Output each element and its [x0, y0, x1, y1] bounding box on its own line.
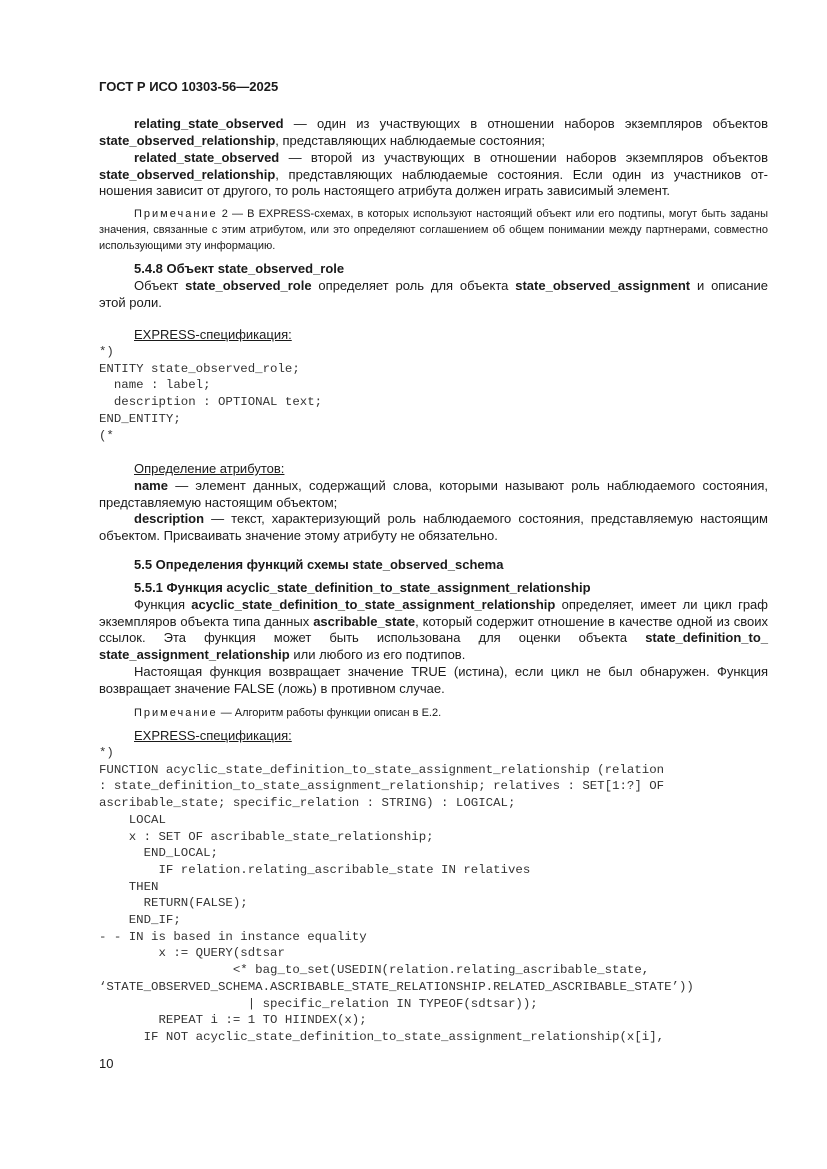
p4-run-1: — элемент данных, содержащий слова, которыми называют роль наблюдаемого состояния, представляемую настоящим объектом; — [99, 478, 768, 510]
p1-run-1: — один из участвующих в отношении наборов экземпляров объектов — [283, 116, 768, 131]
p6-run-6: или любого из его подтипов. — [289, 647, 466, 663]
code-block-function: *) FUNCTION acyclic_state_definition_to_state_assignment_relationship (relation : state_definition_to_state_assignment_relationship; relatives : SET[1:?] OF ascribable_state; specific_relation : STRING) : LOGICAL; LOCAL x : SET OF ascribable_state_relationship; END_LOCAL; IF relation.relating_ascribable_state IN relatives THEN RETURN(FALSE); END_IF; - - IN is based in instance equality x := QUERY(sdtsar <* bag_to_set(USEDIN(relation.relating_ascribable_state, ‘STATE_OBSERVED_SCHEMA.ASCRIBABLE_STATE_RELATIONSHIP.RELATED_ASCRIBABLE_STATE’)) | specific_relation IN TYPEOF(sdtsar)); REPEAT i := 1 TO HIINDEX(x); IF NOT acyclic_state_definition_to_state_assignment_relationship(x[i], — [99, 746, 694, 1044]
note-1-label: Примечание — [134, 208, 218, 220]
p6-run-1: acyclic_state_definition_to_state_assignment_relationship — [191, 597, 556, 612]
paragraph-relating-state-observed — [99, 116, 768, 149]
p2-run-3: , представляющих наблюдаемые состояния. Если один из участников отношения зависит от другого, то роль настоящего атрибута должен играть зависимый элемент. — [99, 166, 768, 199]
p2-run-1: — второй из участвующих в отношении наборов экземпляров объектов — [279, 150, 768, 165]
p6-run-0: Функция — [134, 597, 192, 612]
paragraph-function-return — [99, 664, 768, 697]
p6-run-5: state_definition_to_ state_assignment_relationship — [99, 630, 768, 663]
p3-run-0: Объект — [134, 278, 186, 293]
section-5-5-1-title: 5.5.1 Функция acyclic_state_definition_to_state_assignment_relationship — [134, 580, 591, 595]
p6-run-4: , который содержит отношение в качестве одной из своих ссылок. Эта функция может быть использована для оценки объекта — [99, 613, 768, 646]
p2-run-0: related_state_observed — [134, 150, 280, 165]
paragraph-name-attribute — [99, 478, 768, 511]
p1-run-0: relating_state_observed — [134, 116, 284, 131]
p3-run-2: определяет роль для объекта — [311, 278, 516, 293]
paragraph-function-description — [99, 597, 768, 664]
paragraph-description-attribute — [99, 511, 768, 544]
section-5-4-8-title: 5.4.8 Объект state_observed_role — [134, 261, 345, 276]
section-5-5-title: 5.5 Определения функций схемы state_observed_schema — [134, 557, 504, 572]
p1-run-3: , представляющих наблюдаемые состояния; — [275, 132, 545, 148]
p3-run-3: state_observed_assignment — [515, 278, 691, 293]
note-2 — [99, 705, 768, 721]
express-spec-label-1: EXPRESS-спецификация: — [134, 327, 292, 342]
document-header: ГОСТ Р ИСО 10303-56—2025 — [99, 79, 279, 94]
paragraph-state-observed-role — [99, 278, 768, 311]
note-1 — [99, 206, 768, 254]
p5-run-1: — текст, характеризующий роль наблюдаемого состояния, представляемую настоящим объектом. Присваивать значение этому атрибуту не обязательно. — [99, 511, 768, 543]
p7-run-0: Настоящая функция возвращает значение TRUE (истина), если цикл не был обнаружен. Функция возвращает значение FALSE (ложь) в противном случае. — [99, 664, 768, 696]
note-1-text: 2 — В EXPRESS-схемах, в которых используют настоящий объект или его подтипы, могут быть заданы значения, связанные с этим атрибутом, или это определяют соглашением об общем понимании между партнерами, совместно использующими эту информацию. — [99, 208, 768, 252]
note-2-label: Примечание — [134, 707, 218, 719]
page-number: 10 — [99, 1056, 114, 1071]
p4-run-0: name — [134, 478, 168, 493]
express-spec-label-2: EXPRESS-спецификация: — [134, 728, 292, 743]
p3-run-4: и описание этой роли. — [99, 278, 768, 310]
code-block-entity: *) ENTITY state_observed_role; name : label; description : OPTIONAL text; END_ENTITY; (* — [99, 345, 323, 443]
paragraph-related-state-observed — [99, 150, 768, 200]
p6-run-2: определяет, имеет ли цикл граф экземпляров объекта типа данных — [99, 597, 768, 629]
p6-run-3: ascribable_state — [313, 613, 416, 629]
p5-run-0: description — [134, 511, 205, 526]
p2-run-2: state_observed_relationship — [99, 166, 276, 182]
p1-run-2: state_observed_relationship — [99, 132, 276, 148]
p3-run-1: state_observed_role — [185, 278, 312, 293]
attribute-definitions-label: Определение атрибутов: — [134, 461, 285, 476]
note-2-text: — Алгоритм работы функции описан в Е.2. — [217, 707, 442, 719]
